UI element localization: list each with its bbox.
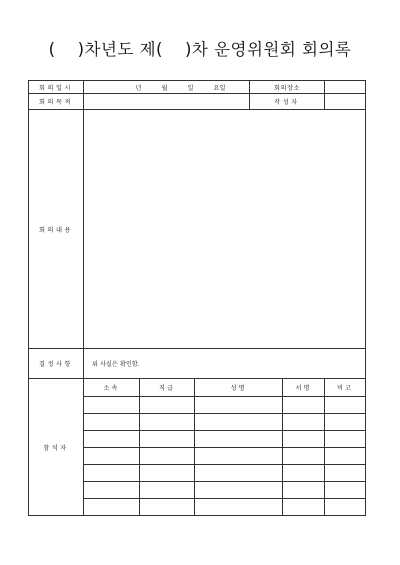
row-meeting-content — [29, 110, 366, 349]
row-meeting-datetime — [29, 81, 366, 94]
attendee-remarks-cell[interactable] — [325, 414, 366, 431]
attendee-remarks-cell[interactable] — [325, 431, 366, 448]
attendee-name-cell[interactable] — [195, 397, 283, 414]
attendee-remarks-cell[interactable] — [325, 397, 366, 414]
attendee-col-remarks: 비고 — [325, 379, 366, 397]
attendee-rank-cell[interactable] — [140, 448, 195, 465]
attendee-col-name: 성명 — [195, 379, 283, 397]
meeting-date-field[interactable] — [84, 81, 250, 94]
title-open-paren: ( — [48, 40, 56, 59]
attendee-name-cell[interactable] — [195, 465, 283, 482]
attendee-col-affiliation: 소속 — [84, 379, 140, 397]
decisions-label: 결정사항 — [29, 349, 84, 379]
attendee-signature-cell[interactable] — [283, 465, 325, 482]
writer-field[interactable] — [325, 94, 366, 110]
attendee-rank-cell[interactable] — [140, 499, 195, 516]
decisions-field[interactable]: 위 사실은 확인함. — [84, 349, 366, 379]
attendee-remarks-cell[interactable] — [325, 448, 366, 465]
attendee-rank-cell[interactable] — [140, 465, 195, 482]
attendee-col-signature: 서명 — [283, 379, 325, 397]
attendee-name-cell[interactable] — [195, 414, 283, 431]
attendee-affiliation-cell[interactable] — [84, 482, 140, 499]
attendee-affiliation-cell[interactable] — [84, 465, 140, 482]
row-meeting-purpose — [29, 94, 366, 110]
attendee-signature-cell[interactable] — [283, 431, 325, 448]
attendee-affiliation-cell[interactable] — [84, 414, 140, 431]
attendee-signature-cell[interactable] — [283, 397, 325, 414]
meeting-place-field[interactable] — [325, 81, 366, 94]
attendee-rank-cell[interactable] — [140, 482, 195, 499]
meeting-content-field[interactable] — [84, 110, 366, 349]
attendee-affiliation-cell[interactable] — [84, 499, 140, 516]
date-year-label: 년 — [135, 84, 142, 92]
attendee-remarks-cell[interactable] — [325, 499, 366, 516]
date-month-label: 월 — [161, 84, 168, 92]
writer-label: 작성자 — [250, 94, 325, 110]
attendee-remarks-cell[interactable] — [325, 482, 366, 499]
title-rest: )차 운영위원회 회의록 — [184, 40, 352, 59]
attendee-affiliation-cell[interactable] — [84, 448, 140, 465]
attendee-affiliation-cell[interactable] — [84, 397, 140, 414]
attendee-name-cell[interactable] — [195, 482, 283, 499]
attendee-name-cell[interactable] — [195, 431, 283, 448]
attendee-signature-cell[interactable] — [283, 414, 325, 431]
date-weekday-label: 요일 — [213, 84, 226, 92]
attendee-rank-cell[interactable] — [140, 397, 195, 414]
row-decisions — [29, 349, 366, 379]
attendee-rank-cell[interactable] — [140, 414, 195, 431]
minutes-form-table — [28, 80, 366, 516]
attendee-col-rank: 직급 — [140, 379, 195, 397]
attendee-signature-cell[interactable] — [283, 482, 325, 499]
meeting-datetime-label: 회의일시 — [29, 81, 84, 94]
attendee-affiliation-cell[interactable] — [84, 431, 140, 448]
attendee-signature-cell[interactable] — [283, 448, 325, 465]
attendee-header-row — [29, 379, 366, 397]
attendee-name-cell[interactable] — [195, 499, 283, 516]
attendee-name-cell[interactable] — [195, 448, 283, 465]
meeting-place-label: 회의장소 — [250, 81, 325, 94]
attendee-signature-cell[interactable] — [283, 499, 325, 516]
meeting-purpose-label: 회의목적 — [29, 94, 84, 110]
document-title — [0, 36, 400, 60]
attendee-remarks-cell[interactable] — [325, 465, 366, 482]
attendees-label: 참석자 — [29, 379, 84, 516]
meeting-purpose-field[interactable] — [84, 94, 250, 110]
attendee-rank-cell[interactable] — [140, 431, 195, 448]
title-year-part: )차년도 제( — [77, 40, 163, 59]
date-day-label: 일 — [187, 84, 194, 92]
meeting-content-label: 회의내용 — [29, 110, 84, 349]
